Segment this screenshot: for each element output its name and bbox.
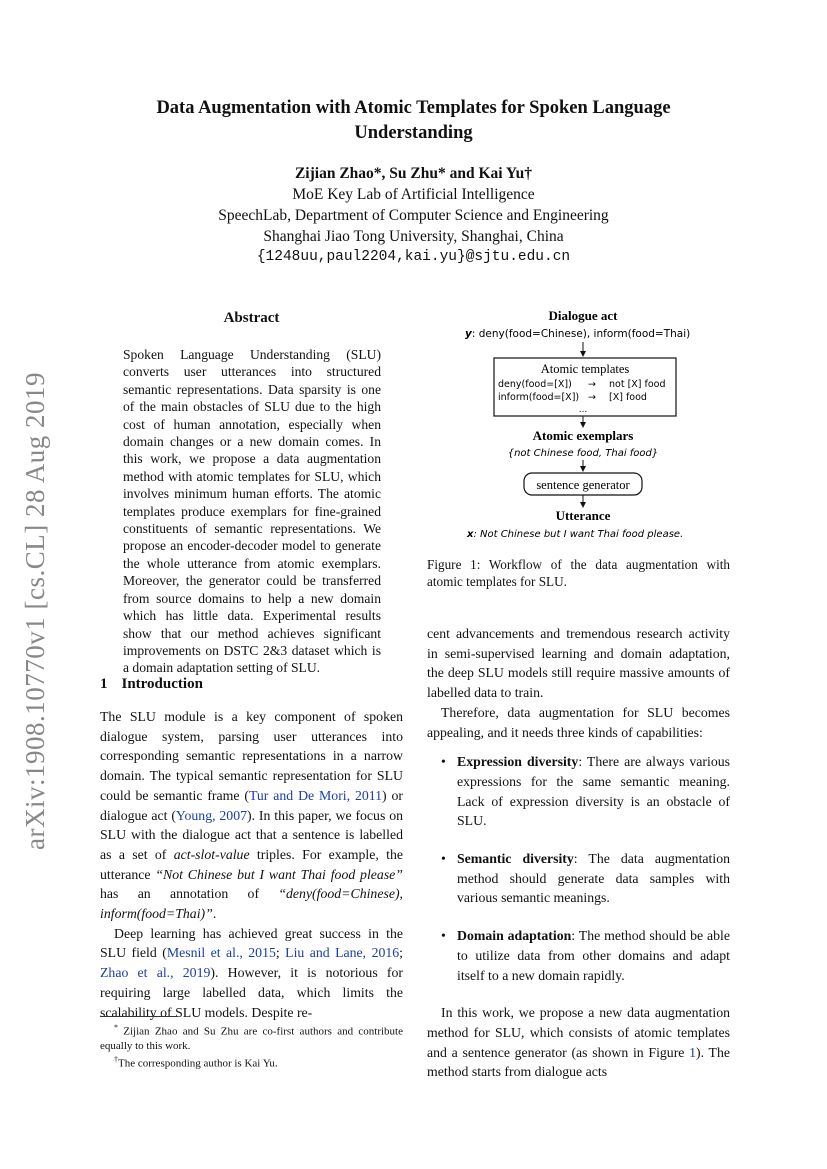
template-row-1-left: deny(food=[X]) [498, 379, 572, 390]
arxiv-identifier: arXiv:1908.10770v1 [cs.CL] 28 Aug 2019 [20, 372, 50, 850]
list-item [427, 752, 730, 831]
section-title: Introduction [121, 676, 203, 692]
footnotes [100, 1021, 403, 1070]
figure-1 [427, 304, 730, 544]
author-block [100, 163, 727, 268]
x-value: : Not Chinese but I want Thai food please. [473, 529, 684, 540]
template-row-2-arrow: → [588, 392, 596, 403]
left-column [100, 707, 403, 1022]
y-symbol: y [465, 328, 472, 340]
dialogue-act-label: Dialogue act [548, 308, 618, 323]
text-run: ; [275, 945, 286, 961]
emphasis-example-annotation: “deny(food=Chinese), inform(food=Thai)” [100, 886, 403, 922]
intro-paragraph-1 [100, 707, 403, 924]
figure-reference-link[interactable]: 1 [689, 1044, 697, 1060]
text-run: ; [399, 945, 404, 961]
footnote-1-mark: * [114, 1023, 118, 1032]
template-row-1-right: not [X] food [609, 379, 666, 390]
bullet-dot: • [441, 754, 446, 770]
footnote-2-mark: † [114, 1054, 118, 1064]
exemplars-value: {not Chinese food, Thai food} [507, 448, 659, 459]
arxiv-side-stamp [12, 360, 52, 860]
bullet-text: : There are always various expressions for the same semantic meaning. Lack of expression diversity is an obstacle of SLU. [457, 754, 730, 829]
affiliation-lab: MoE Key Lab of Artificial Intelligence [292, 186, 535, 203]
utterance-value [466, 529, 683, 540]
dialogue-act-value [465, 328, 690, 340]
bullet-term: Domain adaptation [457, 928, 572, 944]
text-run: ). In this paper, we focus on SLU with the dialogue act that a sentence is labelled as a set of [100, 807, 403, 862]
exemplars-label: Atomic exemplars [532, 428, 634, 443]
right-paragraph-1: cent advancements and tremendous research activity in semi-supervised learning and domain adaptation, the deep SLU models still require massive amounts of labelled data to train. [427, 626, 730, 701]
right-paragraph-2: Therefore, data augmentation for SLU becomes appealing, and it needs three kinds of capabilities: [427, 704, 730, 740]
section-number: 1 [100, 676, 108, 692]
bullet-dot: • [441, 928, 446, 944]
intro-paragraph-2 [100, 924, 403, 1023]
abstract-text: Spoken Language Understanding (SLU) converts user utterances into structured semantic representations. Data sparsity is one of the main obstacles of SLU due to the high cost of human annotation, especially when domain changes or a new domain comes. In this work, we propose a data augmentation method with atomic templates for SLU, which involves minimum human efforts. The atomic templates produce exemplars for fine-grained constituents of semantic representations. We propose an encoder-decoder model to generate the whole utterance from atomic exemplars. Moreover, the generator could be transferred from source domains to help a new domain which has little data. Experimental results show that our method achieves significant improvements on DSTC 2&3 dataset which is a domain adaptation setting of SLU. [123, 347, 381, 676]
x-symbol: x [467, 529, 474, 540]
bullet-dot: • [441, 851, 446, 867]
template-row-1-arrow: → [588, 379, 596, 390]
text-run: In this work, we propose a new data augmentation method for SLU, which consists of atomic templates and a sentence generator (as shown in Figure [427, 1005, 730, 1060]
bullet-text: : The data augmentation method should generate data samples with various semantic meanings. [457, 851, 730, 906]
citation-young[interactable]: Young, 2007 [175, 807, 248, 823]
text-run: . [212, 906, 217, 922]
bullet-term: Expression diversity [457, 754, 579, 770]
right-paragraph-3 [427, 1003, 730, 1082]
text-run: The SLU module is a key component of spoken dialogue system, parsing user utterances into corresponding semantic representations in a narrow domain. The typical semantic representation for SLU could be semantic frame ( [100, 709, 403, 803]
footnote-rule [100, 1016, 178, 1017]
templates-title: Atomic templates [540, 362, 630, 376]
utterance-label: Utterance [555, 508, 611, 523]
citation-mesnil[interactable]: Mesnil et al., 2015 [166, 945, 276, 961]
author-emails: {1248uu,paul2204,kai.yu}@sjtu.edu.cn [256, 249, 571, 265]
generator-label: sentence generator [536, 478, 630, 492]
emphasis-act-slot-value: act-slot-value [173, 846, 250, 862]
workflow-diagram [427, 304, 730, 544]
y-value: : deny(food=Chinese), inform(food=Thai) [471, 328, 691, 340]
affiliation-department: SpeechLab, Department of Computer Science and Engineering [218, 207, 609, 224]
template-row-2-left: inform(food=[X]) [498, 392, 580, 403]
text-run: triples. For example, the utterance [100, 846, 403, 882]
text-run: ) or dialogue act ( [100, 787, 403, 823]
figure-caption: Figure 1: Workflow of the data augmentation with atomic templates for SLU. [427, 557, 730, 589]
bullet-text: : The method should be able to utilize data from other domains and adapt itself to a new domain rapidly. [457, 928, 730, 983]
citation-tur-de-mori[interactable]: Tur and De Mori, 2011 [248, 787, 383, 803]
paper-title: Data Augmentation with Atomic Templates for Spoken Language Understanding [156, 98, 671, 143]
capabilities-list [427, 752, 730, 985]
abstract-heading: Abstract [223, 310, 280, 326]
template-row-2-right: [X] food [609, 392, 647, 403]
bullet-term: Semantic diversity [457, 851, 574, 867]
citation-zhao[interactable]: Zhao et al., 2019 [100, 965, 211, 981]
footnote-2-text: The corresponding author is Kai Yu. [118, 1057, 278, 1070]
footnote-1 [100, 1021, 403, 1053]
list-item [427, 849, 730, 908]
text-run: has an annotation of [100, 886, 279, 902]
section-heading [100, 676, 203, 693]
list-item [427, 926, 730, 985]
text-run: ). The method starts from dialogue acts [427, 1044, 730, 1080]
author-names: Zijian Zhao*, Su Zhu* and Kai Yu† [294, 165, 533, 182]
text-run: Deep learning has achieved great success in the SLU field ( [100, 925, 403, 961]
citation-liu-lane[interactable]: Liu and Lane, 2016 [285, 945, 400, 961]
template-ellipsis: ... [578, 405, 588, 415]
emphasis-example-utterance: “Not Chinese but I want Thai food please” [155, 866, 403, 882]
text-run: ). However, it is notorious for requiring large labelled data, which limits the scalability of SLU models. Despite re- [100, 965, 403, 1020]
footnote-2 [100, 1053, 403, 1071]
affiliation-university: Shanghai Jiao Tong University, Shanghai, China [263, 228, 564, 245]
right-column [427, 624, 730, 1082]
footnote-1-text: Zijian Zhao and Su Zhu are co-first authors and contribute equally to this work. [100, 1025, 403, 1052]
